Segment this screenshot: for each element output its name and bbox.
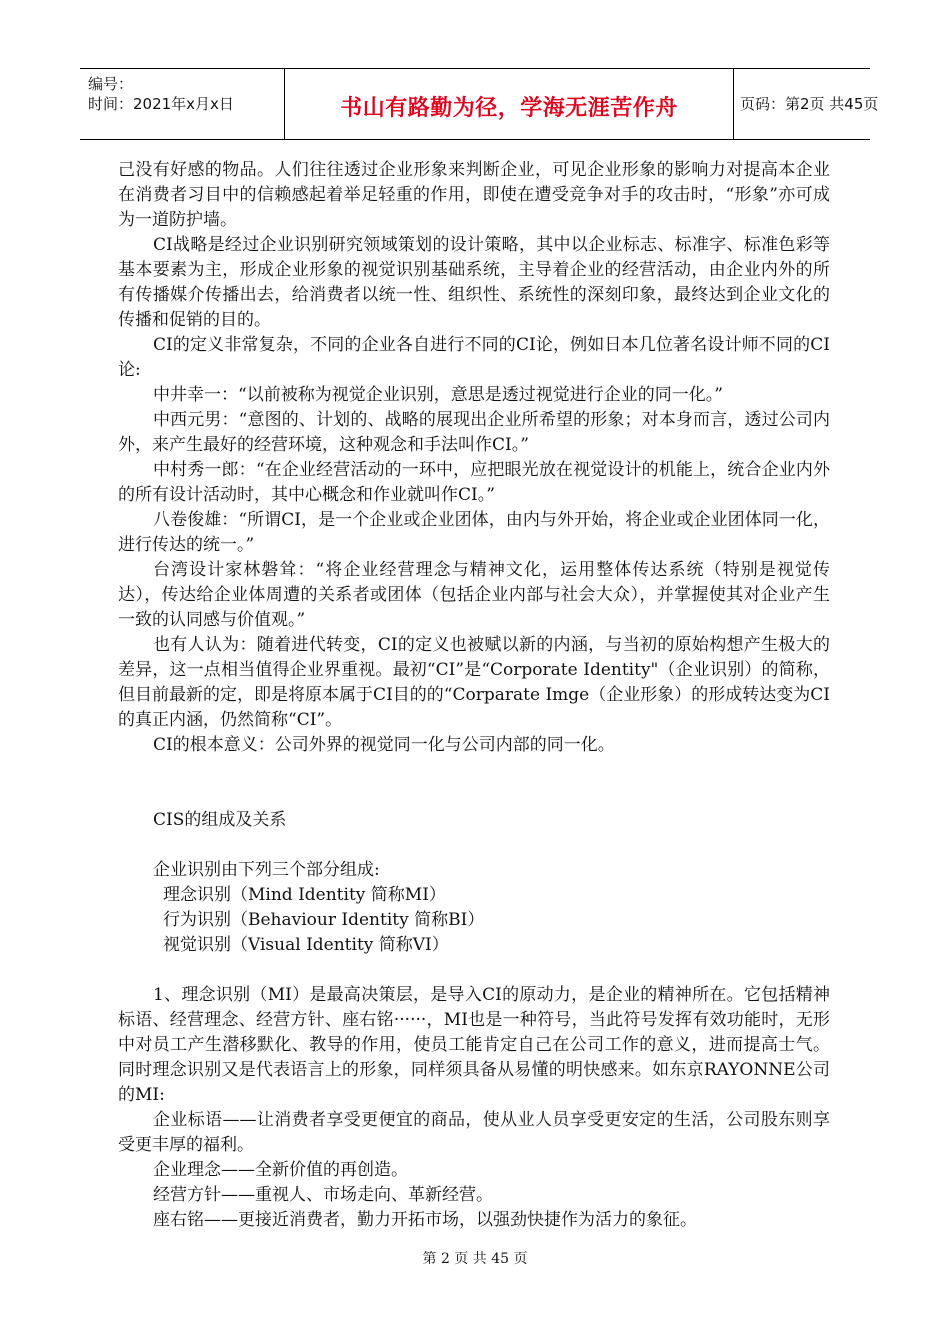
section-title: CIS的组成及关系 (153, 810, 287, 830)
quote-lin: 台湾设计家林磐耸：“将企业经营理念与精神文化，运用整体传达系统（特别是视觉传达），传达给企业体周遭的关系者或团体（包括企业内部与社会大众），并掌握使其对企业产生一致的认同感与价值观。” (118, 560, 830, 630)
paragraph-ci-evolution: 也有人认为：随着进代转变，CI的定义也被赋以新的内涵，与当初的原始构想产生极大的差异，这一点相当值得企业界重视。最初“CI”是“Corporate Identity"（企业识别）的简称，但目前最新的定，即是将原本属于CI目的的“Corparate Imge（企业形象）的形成转达变为CI的真正内涵，仍然简称“CI”。 (118, 635, 830, 730)
header-motto-cell (285, 69, 734, 139)
paragraph-ci-definition: CI的定义非常复杂，不同的企业各自进行不同的CI论，例如日本几位著名设计师不同的CI论: (118, 335, 830, 380)
mi-example-motto: 座右铭——更接近消费者，勤力开拓市场，以强劲快捷作为活力的象征。 (153, 1210, 697, 1230)
header-page-info: 页码：第2页 共45页 (740, 95, 879, 113)
page-footer: 第 2 页 共 45 页 (422, 1251, 528, 1267)
header-motto: 书山有路勤为径，学海无涯苦作舟 (340, 96, 678, 121)
header-meta-cell (80, 69, 285, 139)
mi-example-policy: 经营方针——重视人、市场走向、革新经营。 (153, 1185, 493, 1205)
composition-item-mi: 理念识别（Mind Identity 简称MI） (163, 885, 446, 905)
quote-nakamura: 中村秀一郎：“在企业经营活动的一环中，应把眼光放在视觉设计的机能上，统合企业内外的所有设计活动时，其中心概念和作业就叫作CI。” (118, 460, 830, 505)
header-page-cell (734, 69, 879, 139)
paragraph-mi: 1、理念识别（MI）是最高决策层，是导入CI的原动力，是企业的精神所在。它包括精神标语、经营理念、经营方针、座右铭······，MI也是一种符号，当此符号发挥有效功能时，无形中对员工产生潜移默化、教导的作用，使员工能肯定自己在公司工作的意义，进而提高士气。同时理念识别又是代表语言上的形象，同样须具备从易懂的明快感来。如东京RAYONNE公司的MI: (118, 985, 830, 1105)
header-date: 时间：2021年x月x日 (88, 95, 234, 113)
paragraph-continuation: 己没有好感的物品。人们往往透过企业形象来判断企业，可见企业形象的影响力对提高本企业在消费者习目中的信赖感起着举足轻重的作用，即使在遭受竞争对手的攻击时，“形象”亦可成为一道防护墙。 (118, 160, 830, 230)
mi-example-slogan: 企业标语——让消费者享受更便宜的商品，使从业人员享受更安定的生活，公司股东则享受更丰厚的福利。 (118, 1110, 830, 1155)
quote-yamaki: 八卷俊雄：“所谓CI，是一个企业或企业团体，由内与外开始，将企业或企业团体同一化，进行传达的统一。” (118, 510, 830, 555)
header-number-label: 编号： (88, 75, 134, 93)
document-header (80, 68, 879, 140)
composition-intro: 企业识别由下列三个部分组成: (153, 860, 380, 880)
mi-example-philosophy: 企业理念——全新价值的再创造。 (153, 1160, 408, 1180)
paragraph-ci-strategy: CI战略是经过企业识别研究领域策划的设计策略，其中以企业标志、标准字、标准色彩等基本要素为主，形成企业形象的视觉识别基础系统，主导着企业的经营活动，由企业内外的所有传播媒介传播出去，给消费者以统一性、组织性、系统性的深刻印象，最终达到企业文化的传播和促销的目的。 (118, 235, 830, 330)
paragraph-ci-meaning: CI的根本意义：公司外界的视觉同一化与公司内部的同一化。 (153, 735, 615, 755)
quote-nakai: 中井幸一：“以前被称为视觉企业识别，意思是透过视觉进行企业的同一化。” (153, 385, 723, 405)
composition-item-vi: 视觉识别（Visual Identity 简称VI） (163, 935, 449, 955)
document-body (118, 158, 830, 1233)
composition-item-bi: 行为识别（Behaviour Identity 简称BI） (163, 910, 485, 930)
quote-nakanishi: 中西元男：“意图的、计划的、战略的展现出企业所希望的形象；对本身而言，透过公司内外，来产生最好的经营环境，这种观念和手法叫作CI。” (118, 410, 830, 455)
